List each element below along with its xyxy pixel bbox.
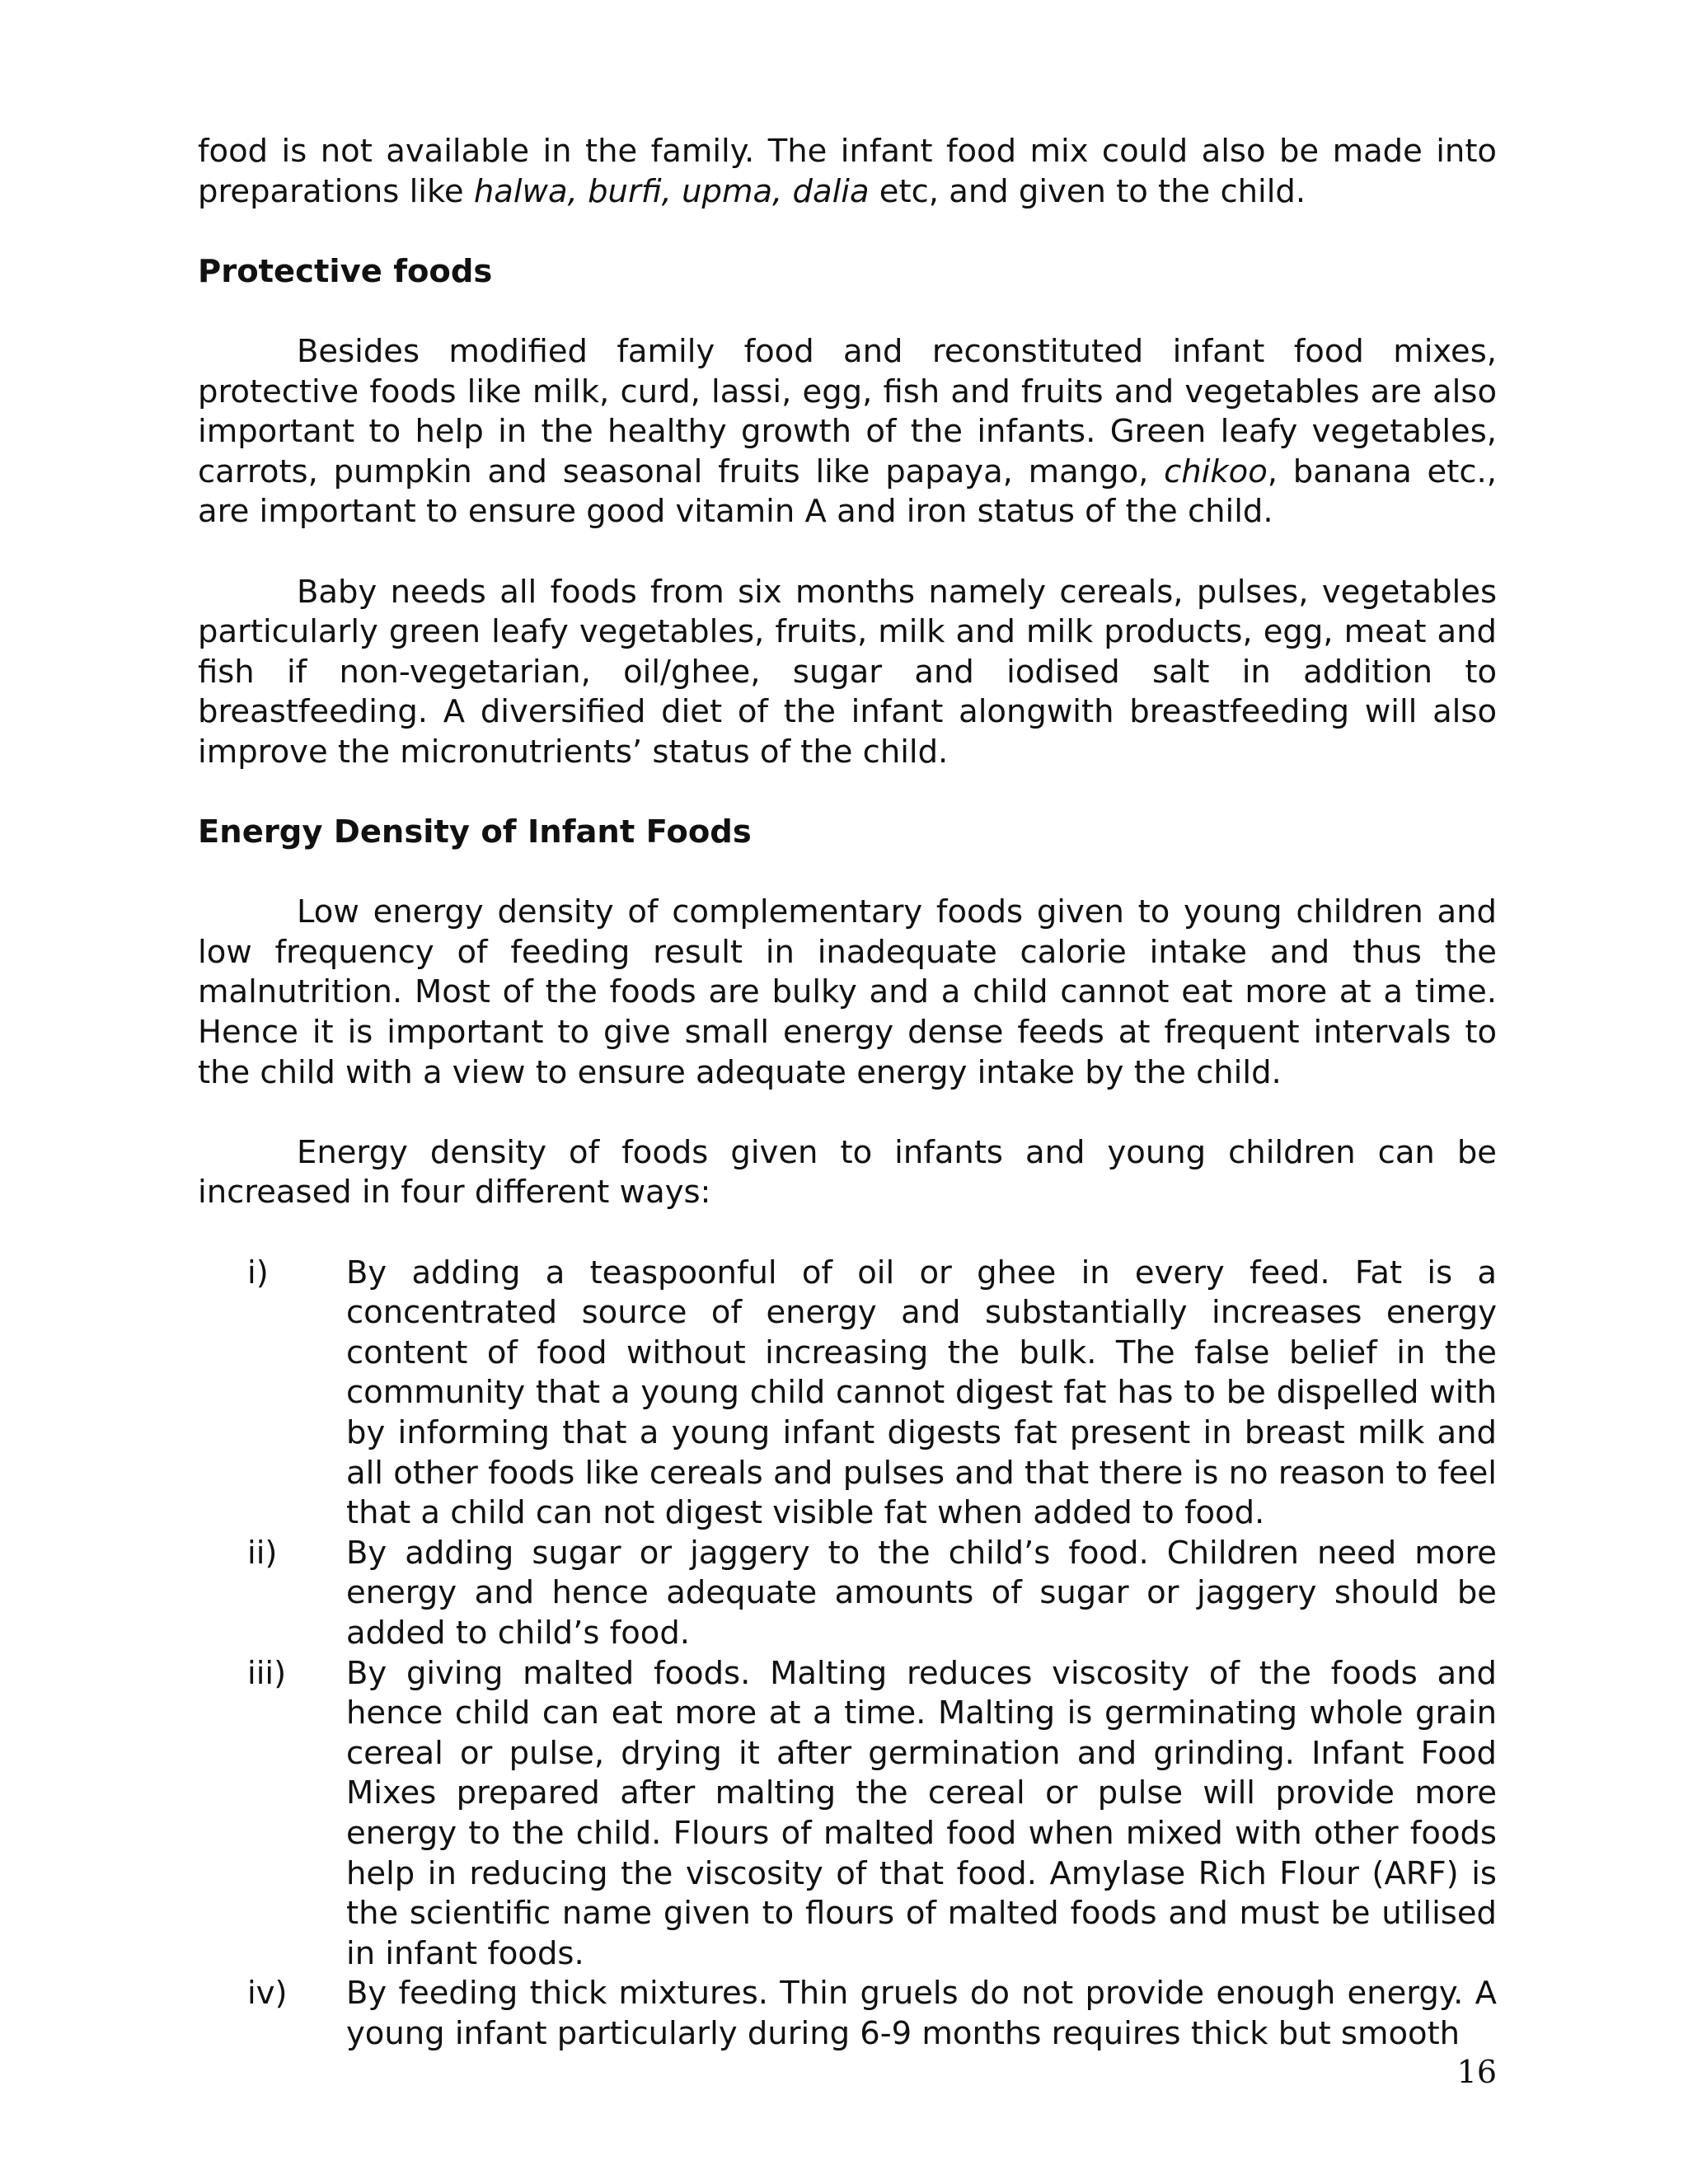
protective-p1-text-start: Besides modified family food and reconstituted infant food mixes, protective foods like milk, curd, lassi, egg, fish and fruits and vegetables are also important to help in the healthy growth of the infants. Green leafy vegetables, carrots, pumpkin and seasonal fruits like papaya, mango,: [198, 332, 1497, 490]
energy-paragraph-1: Low energy density of complementary foods given to young children and low frequency of feeding result in inadequate calorie intake and thus the malnutrition. Most of the foods are bulky and a child cannot eat more at a time. Hence it is important to give small energy dense feeds at frequent intervals to the child with a view to ensure adequate energy intake by the child.: [198, 893, 1497, 1091]
list-item: [198, 1974, 1497, 2054]
intro-text-end: etc, and given to the child.: [869, 172, 1306, 210]
page-number: 16: [1456, 2054, 1497, 2090]
list-item-number: iv): [247, 1975, 288, 2013]
intro-text-start: food is not available in the family. The infant food mix could also be made into preparations like: [198, 133, 1497, 210]
protective-foods-heading: Protective foods: [198, 252, 493, 290]
protective-paragraph-2: Baby needs all foods from six months namely cereals, pulses, vegetables particularly green leafy vegetables, fruits, milk and milk products, egg, meat and fish if non-vegetarian, oil/ghee, sugar and iodised salt in addition to breastfeeding. A diversified diet of the infant alongwith breastfeeding will also improve the micronutrients’ status of the child.: [198, 573, 1497, 771]
list-item-text: By adding a teaspoonful of oil or ghee in every feed. Fat is a concentrated source of energy and substantially increases energy content of food without increasing the bulk. The false belief in the community that a young child cannot digest fat has to be dispelled with by informing that a young infant digests fat present in breast milk and all other foods like cereals and pulses and that there is no reason to feel that a child can not digest visible fat when added to food.: [346, 1254, 1497, 1532]
intro-paragraph: [198, 132, 1497, 212]
page-body: [198, 132, 1497, 2055]
list-item: [198, 1534, 1497, 1654]
protective-p1-text-end: , banana etc., are important to ensure good vitamin A and iron status of the child.: [198, 452, 1497, 531]
energy-methods-list: [198, 1254, 1497, 2055]
intro-italic-dishes: halwa, burfi, upma, dalia: [473, 172, 870, 210]
protective-p1-italic-chikoo: chikoo: [1164, 452, 1268, 490]
list-item-text: By feeding thick mixtures. Thin gruels do not provide enough energy. A young infant particularly during 6-9 months requires thick but smooth: [346, 1975, 1497, 2052]
list-item-text: By giving malted foods. Malting reduces viscosity of the foods and hence child can eat more at a time. Malting is germinating whole grain cereal or pulse, drying it after germination and grinding. Infant Food Mixes prepared after malting the cereal or pulse will provide more energy to the child. Flours of malted food when mixed with other foods help in reducing the viscosity of that food. Amylase Rich Flour (ARF) is the scientific name given to flours of malted foods and must be utilised in infant foods.: [346, 1654, 1497, 1972]
list-item-number: iii): [247, 1654, 287, 1692]
list-item-number: ii): [247, 1534, 278, 1572]
list-item-text: By adding sugar or jaggery to the child’s food. Children need more energy and hence adequate amounts of sugar or jaggery should be added to child’s food.: [346, 1534, 1497, 1652]
energy-density-heading: Energy Density of Infant Foods: [198, 813, 752, 851]
list-item: [198, 1254, 1497, 1534]
protective-paragraph-1: [198, 332, 1497, 532]
energy-paragraph-2: Energy density of foods given to infants and young children can be increased in four different ways:: [198, 1133, 1497, 1212]
list-item: [198, 1654, 1497, 1975]
list-item-number: i): [247, 1254, 269, 1291]
